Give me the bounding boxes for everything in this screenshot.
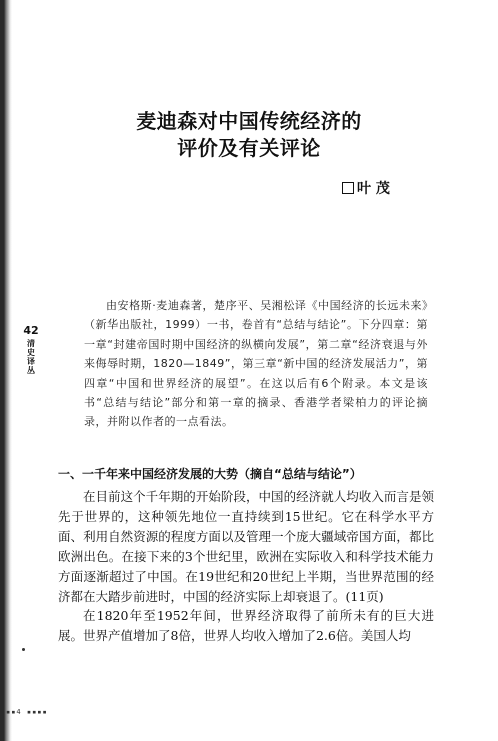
author-box-icon [342, 182, 354, 194]
margin-dot [22, 648, 25, 651]
title-line-1: 麦迪森对中国传统经济的 [136, 109, 362, 133]
body-text [58, 487, 434, 646]
body-paragraph: 在1820年至1952年间，世界经济取得了前所未有的巨大进展。世界产值增加了8倍，世界人均收入增加了2.6倍。美国人均 [58, 608, 434, 644]
body-paragraph: 在目前这个千年期的开始阶段，中国的经济就人均收入而言是领先于世界的，这种领先地位一直持续到15世纪。它在科学水平方面、利用自然资源的程度方面以及管理一个庞大疆域帝国方面，都比欧洲出色。在接下来的3个世纪里，欧洲在实际收入和科学技术能力方面逐渐超过了中国。在19世纪和20世纪上半期，当世界范围的经济都在大踏步前进时，中国的经济实际上却衰退了。(11页) [58, 489, 434, 604]
article-title [0, 108, 498, 162]
abstract [84, 296, 428, 432]
title-line-2: 评价及有关评论 [177, 136, 321, 160]
journal-name: 清史译丛 [27, 339, 35, 375]
footer-scan-mark: ▪▪4 ▪▪▪▪ [6, 708, 48, 716]
author-byline [342, 180, 390, 198]
section-heading: 一、一千年来中国经济发展的大势（摘自“总结与结论”） [58, 467, 362, 481]
author-name: 叶 茂 [357, 181, 390, 197]
margin-page-marker [20, 324, 42, 375]
abstract-paragraph: 由安格斯·麦迪森著，楚序平、吴湘松译《中国经济的长远未来》（新华出版社，1999）一书，卷首有“总结与结论”。下分四章：第一章“封建帝国时期中国经济的纵横向发展”，第二章“经济衰退与外来侮辱时期，1820—1849”，第三章“新中国的经济发展活力”，第四章“中国和世界经济的展望”。在这以后有6个附录。本文是该书“总结与结论”部分和第一章的摘录、香港学者梁柏力的评论摘录，并附以作者的一点看法。 [84, 299, 428, 429]
page-number: 42 [23, 324, 39, 337]
